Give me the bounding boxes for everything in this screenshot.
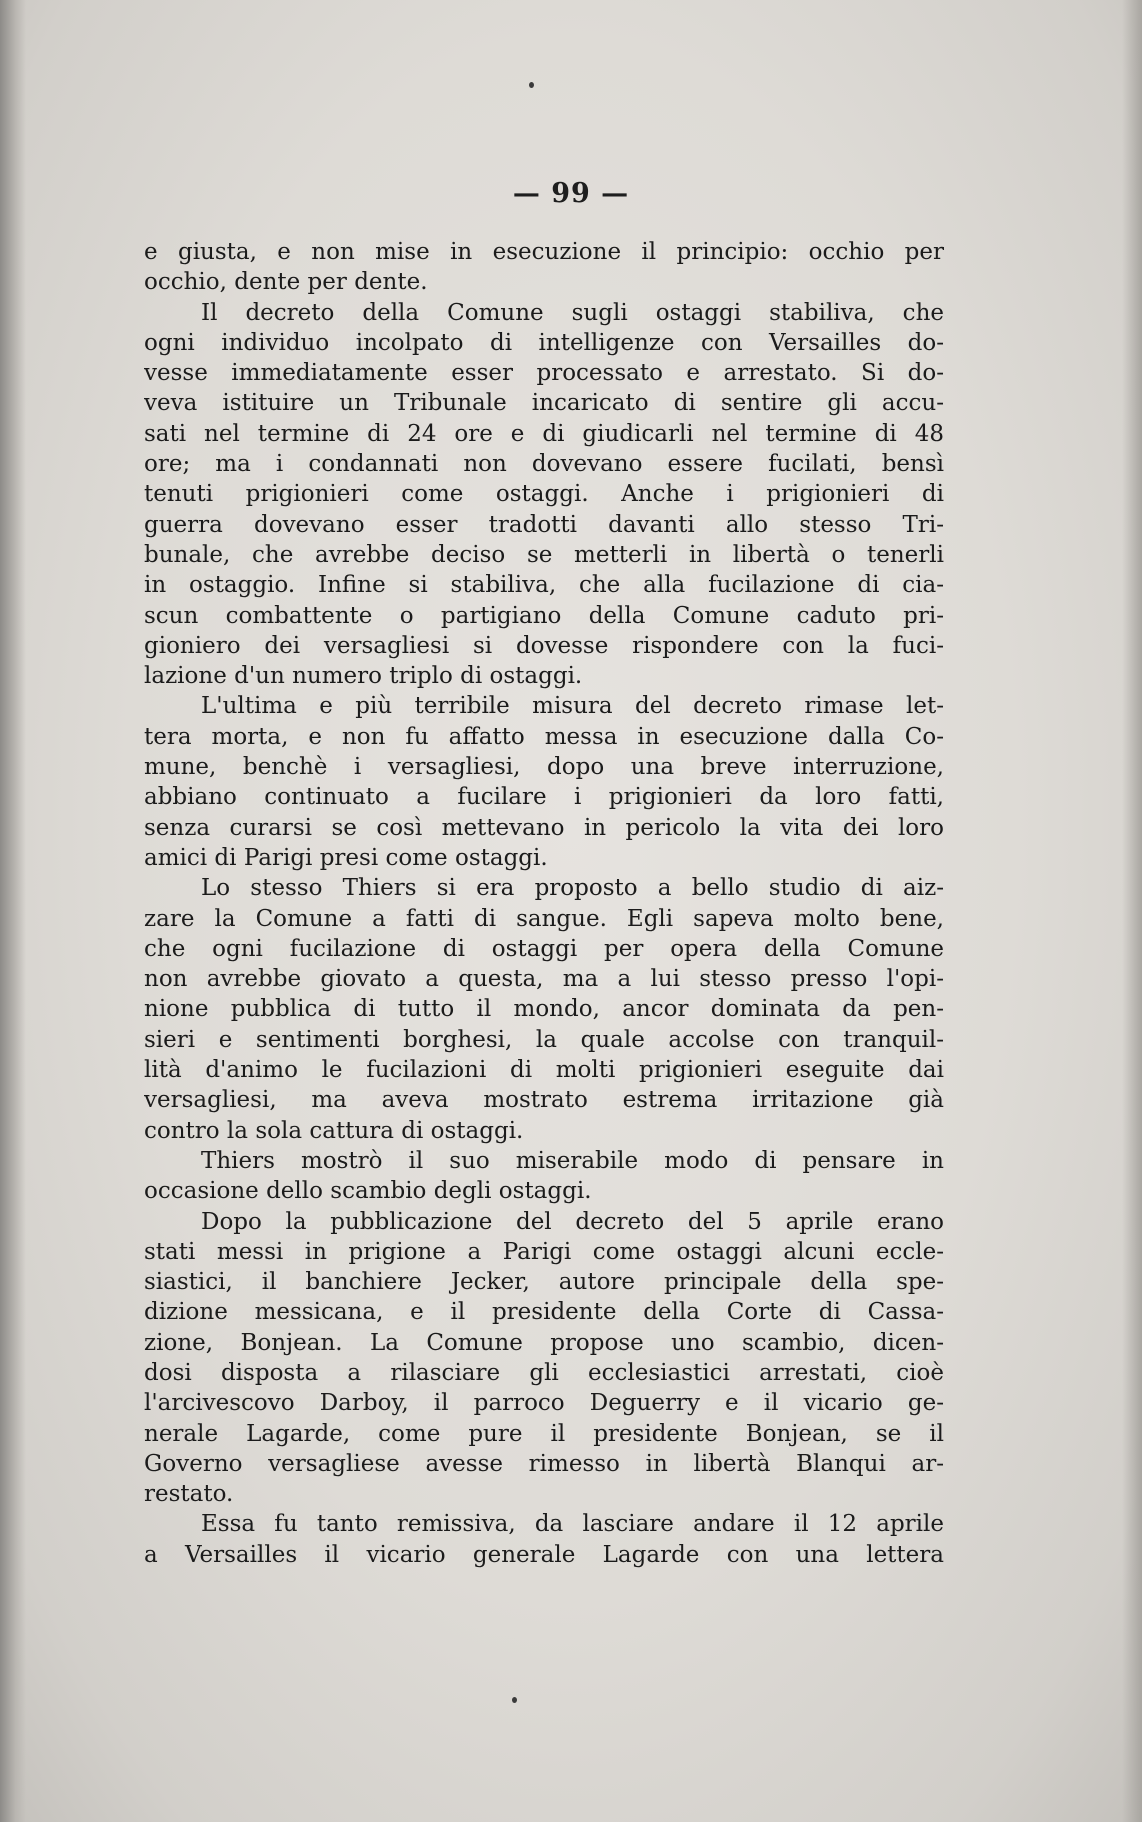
text-line: zare la Comune a fatti di sangue. Egli sapeva molto bene,: [144, 905, 944, 932]
text-line: tenuti prigionieri come ostaggi. Anche i prigionieri di: [144, 481, 944, 508]
text-line: ogni individuo incolpato di intelligenze con Versailles do-: [144, 329, 944, 356]
text-line: restato.: [144, 1481, 234, 1508]
text-line: gioniero dei versagliesi si dovesse rispondere con la fuci-: [144, 632, 944, 659]
text-line: stati messi in prigione a Parigi come ostaggi alcuni eccle-: [144, 1238, 944, 1265]
text-line: occasione dello scambio degli ostaggi.: [144, 1178, 592, 1205]
text-line: zione, Bonjean. La Comune propose uno scambio, dicen-: [144, 1329, 944, 1356]
text-line: Thiers mostrò il suo miserabile modo di pensare in: [201, 1147, 944, 1174]
text-line: scun combattente o partigiano della Comune caduto pri-: [144, 602, 944, 629]
text-line: abbiano continuato a fucilare i prigionieri da loro fatti,: [144, 784, 944, 811]
text-line: Dopo la pubblicazione del decreto del 5 aprile erano: [201, 1208, 944, 1235]
text-line: siastici, il banchiere Jecker, autore principale della spe-: [144, 1269, 944, 1296]
text-line: sati nel termine di 24 ore e di giudicarli nel termine di 48: [144, 420, 944, 447]
text-line: occhio, dente per dente.: [144, 269, 428, 296]
text-line: l'arcivescovo Darboy, il parroco Deguerry e il vicario ge-: [144, 1390, 944, 1417]
text-line: senza curarsi se così mettevano in pericolo la vita dei loro: [144, 814, 944, 841]
text-line: Essa fu tanto remissiva, da lasciare andare il 12 aprile: [201, 1511, 944, 1538]
text-line: a Versailles il vicario generale Lagarde con una lettera: [144, 1541, 944, 1568]
text-line: mune, benchè i versagliesi, dopo una breve interruzione,: [144, 754, 944, 781]
text-line: amici di Parigi presi come ostaggi.: [144, 844, 548, 871]
text-line: lazione d'un numero triplo di ostaggi.: [144, 663, 583, 690]
text-line: dizione messicana, e il presidente della Corte di Cassa-: [144, 1299, 944, 1326]
text-line: in ostaggio. Infine si stabiliva, che alla fucilazione di cia-: [144, 572, 944, 599]
text-line: Il decreto della Comune sugli ostaggi stabiliva, che: [201, 299, 944, 326]
text-line: guerra dovevano esser tradotti davanti allo stesso Tri-: [144, 511, 944, 538]
text-line: veva istituire un Tribunale incaricato di sentire gli accu-: [144, 390, 944, 417]
text-line: L'ultima e più terribile misura del decreto rimase let-: [201, 693, 944, 720]
text-line: Lo stesso Thiers si era proposto a bello studio di aiz-: [201, 875, 944, 902]
text-line: versagliesi, ma aveva mostrato estrema irritazione già: [144, 1087, 944, 1114]
text-line: ore; ma i condannati non dovevano essere fucilati, bensì: [144, 451, 944, 478]
text-line: nerale Lagarde, come pure il presidente Bonjean, se il: [144, 1420, 944, 1447]
text-line: non avrebbe giovato a questa, ma a lui stesso presso l'opi-: [144, 966, 944, 993]
page-number: — 99 —: [512, 178, 630, 209]
text-line: tera morta, e non fu affatto messa in esecuzione dalla Co-: [144, 723, 944, 750]
text-line: dosi disposta a rilasciare gli ecclesiastici arrestati, cioè: [144, 1359, 944, 1386]
text-line: lità d'animo le fucilazioni di molti prigionieri eseguite dai: [144, 1057, 944, 1084]
text-line: che ogni fucilazione di ostaggi per opera della Comune: [144, 935, 944, 962]
text-line: bunale, che avrebbe deciso se metterli in libertà o tenerli: [144, 541, 944, 568]
body-text: [144, 237, 944, 1570]
ink-speck: [512, 1697, 517, 1703]
text-line: contro la sola cattura di ostaggi.: [144, 1117, 524, 1144]
text-line: e giusta, e non mise in esecuzione il principio: occhio per: [144, 239, 944, 265]
text-line: nione pubblica di tutto il mondo, ancor dominata da pen-: [144, 996, 944, 1023]
text-line: vesse immediatamente esser processato e arrestato. Si do-: [144, 360, 944, 387]
ink-speck: [529, 82, 534, 88]
text-line: sieri e sentimenti borghesi, la quale accolse con tranquil-: [144, 1026, 944, 1053]
text-line: Governo versagliese avesse rimesso in libertà Blanqui ar-: [144, 1450, 944, 1477]
